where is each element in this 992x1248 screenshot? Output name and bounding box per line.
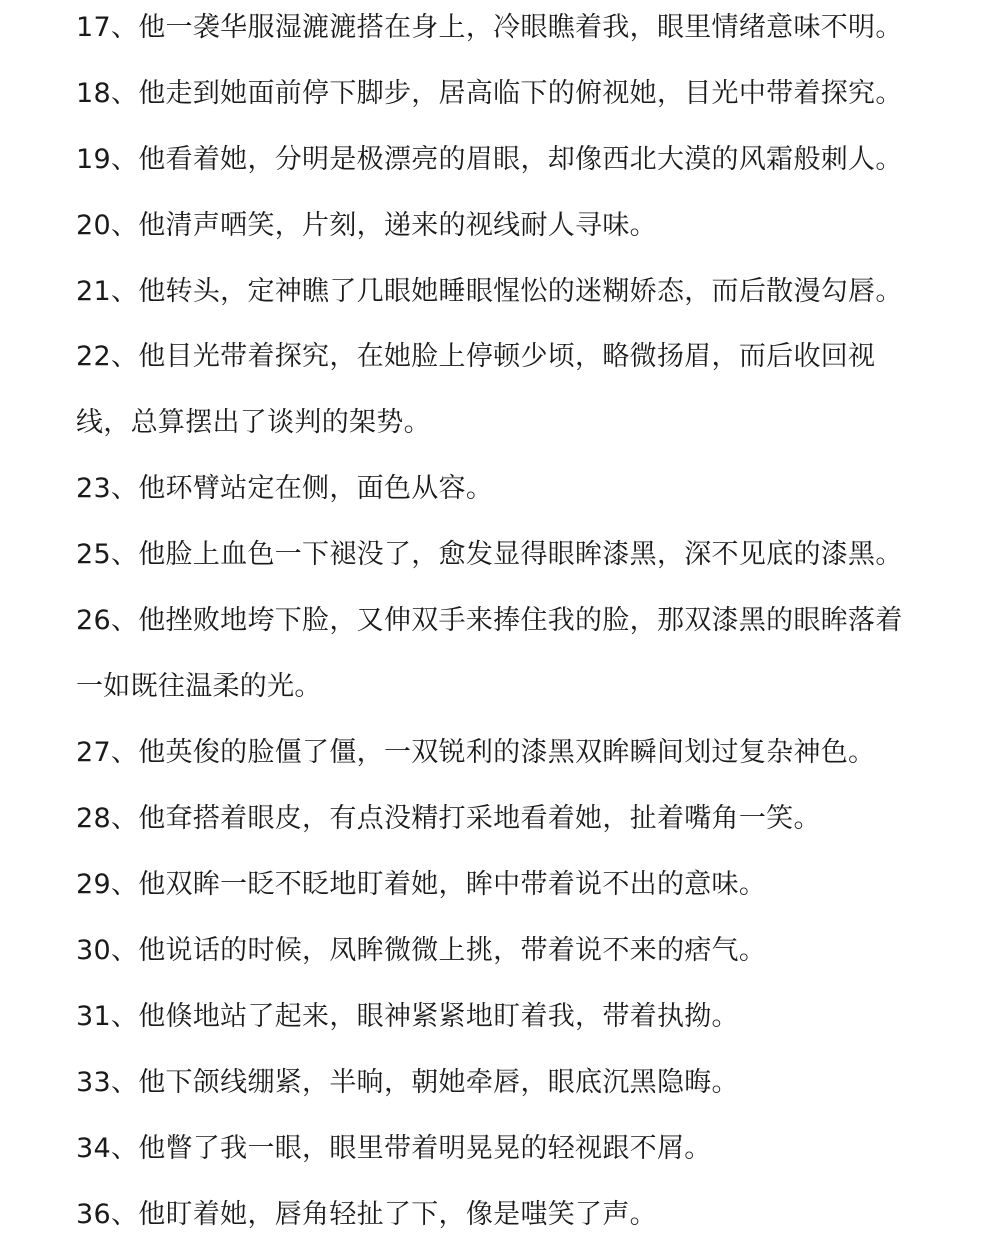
text-line-17: 17、他一袭华服湿漉漉搭在身上，冷眼瞧着我，眼里情绪意味不明。 <box>76 12 903 43</box>
text-line-28: 28、他耷搭着眼皮，有点没精打采地看着她，扯着嘴角一笑。 <box>76 803 821 834</box>
text-line-20: 20、他清声哂笑，片刻，递来的视线耐人寻味。 <box>76 210 657 241</box>
text-line-29: 29、他双眸一眨不眨地盯着她，眸中带着说不出的意味。 <box>76 869 767 900</box>
text-line-21: 21、他转头，定神瞧了几眼她睡眼惺忪的迷糊娇态，而后散漫勾唇。 <box>76 276 903 307</box>
text-line-34: 34、他瞥了我一眼，眼里带着明晃晃的轻视跟不屑。 <box>76 1133 712 1164</box>
text-line-36: 36、他盯着她，唇角轻扯了下，像是嗤笑了声。 <box>76 1199 657 1230</box>
text-line-23: 23、他环臂站定在侧，面色从容。 <box>76 473 494 504</box>
text-line-26-cont: 一如既往温柔的光。 <box>76 671 322 702</box>
text-line-22-cont: 线，总算摆出了谈判的架势。 <box>76 407 431 438</box>
text-line-18: 18、他走到她面前停下脚步，居高临下的俯视她，目光中带着探究。 <box>76 78 903 109</box>
text-line-27: 27、他英俊的脸僵了僵，一双锐利的漆黑双眸瞬间划过复杂神色。 <box>76 737 876 768</box>
text-line-33: 33、他下颌线绷紧，半晌，朝她牵唇，眼底沉黑隐晦。 <box>76 1067 739 1098</box>
text-line-26: 26、他挫败地垮下脸，又伸双手来捧住我的脸，那双漆黑的眼眸落着 <box>76 605 903 636</box>
text-line-19: 19、他看着她，分明是极漂亮的眉眼，却像西北大漠的风霜般刺人。 <box>76 144 903 175</box>
text-line-31: 31、他倏地站了起来，眼神紧紧地盯着我，带着执拗。 <box>76 1001 739 1032</box>
text-line-25: 25、他脸上血色一下褪没了，愈发显得眼眸漆黑，深不见底的漆黑。 <box>76 539 903 570</box>
text-line-30: 30、他说话的时候，凤眸微微上挑，带着说不来的痞气。 <box>76 935 767 966</box>
text-line-22: 22、他目光带着探究，在她脸上停顿少顷，略微扬眉，而后收回视 <box>76 341 876 372</box>
